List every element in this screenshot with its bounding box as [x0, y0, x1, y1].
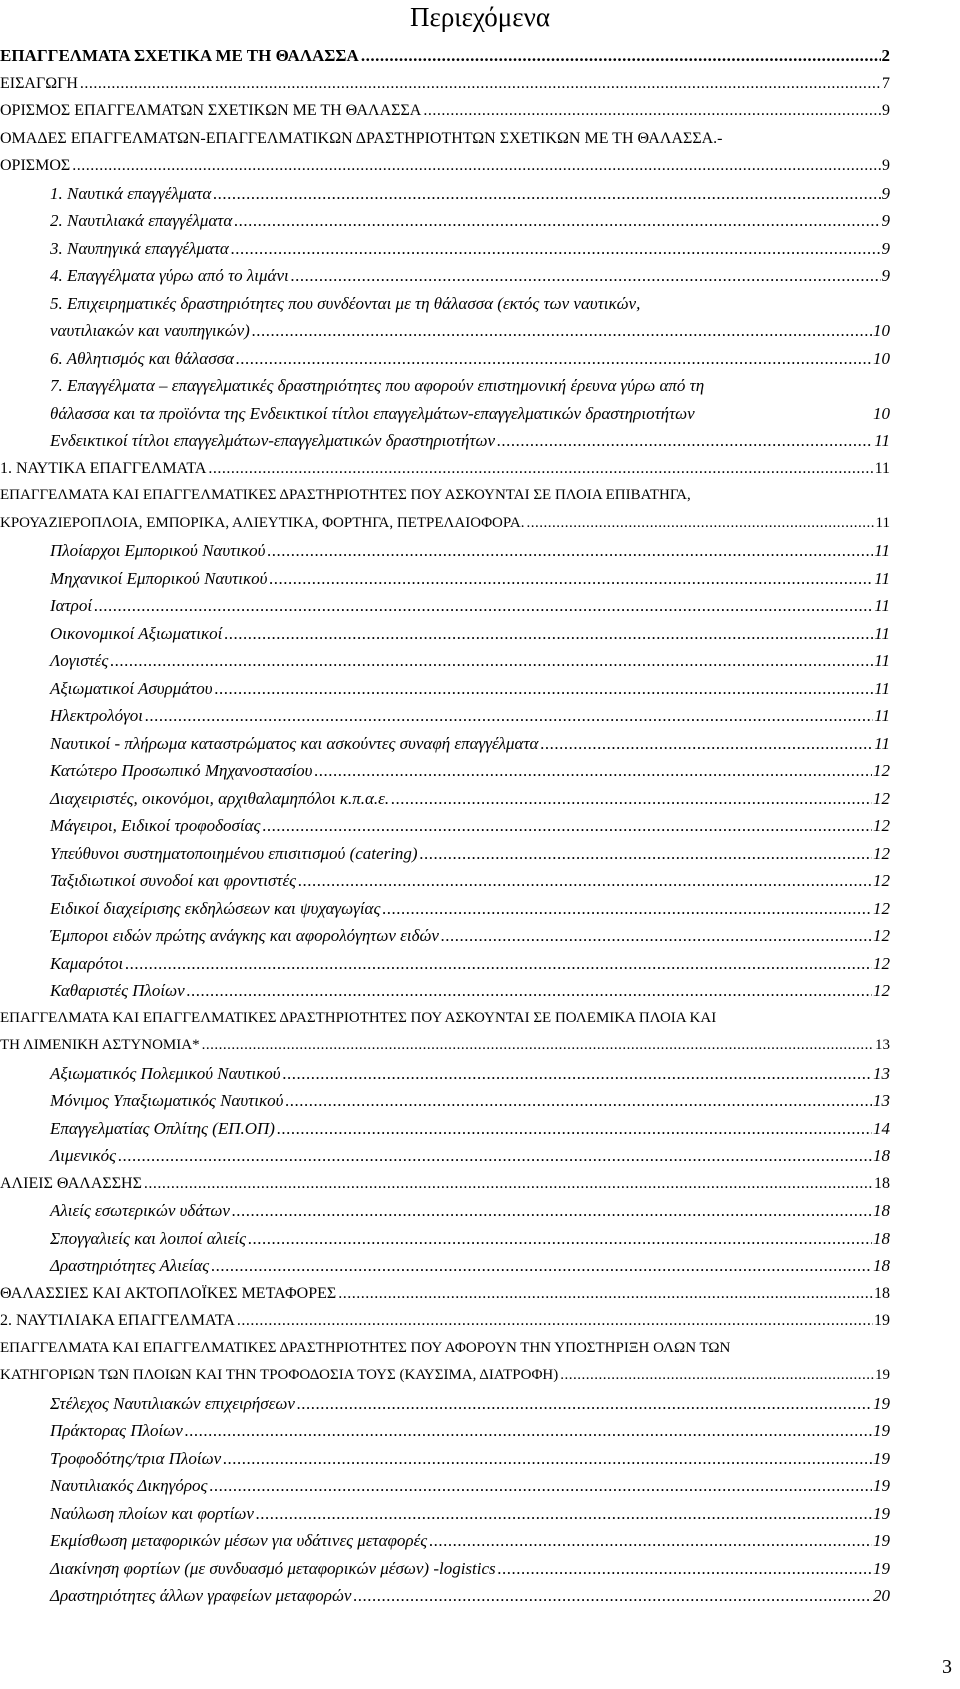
- toc-entry-page: 12: [872, 812, 890, 840]
- toc-entry-page: 12: [872, 895, 890, 923]
- toc-entry-page: 12: [872, 785, 890, 813]
- dot-leader: [208, 455, 888, 483]
- toc-entry-page: 19: [872, 1445, 890, 1473]
- toc-entry-title: ΘΑΛΑΣΣΙΕΣ ΚΑΙ ΑΚΤΟΠΛΟΪΚΕΣ ΜΕΤΑΦΟΡΕΣ: [0, 1284, 337, 1302]
- toc-entry-title: Ενδεικτικοί τίτλοι επαγγελμάτων-επαγγελματικών δραστηριοτήτων: [50, 431, 496, 450]
- toc-entry-title: ΕΠΑΓΓΕΛΜΑΤΑ ΣΧΕΤΙΚΑ ΜΕ ΤΗ ΘΑΛΑΣΣΑ: [0, 46, 359, 65]
- toc-entry[interactable]: [0, 455, 960, 483]
- toc-entry-page: 11: [873, 647, 890, 675]
- dot-leader: [391, 785, 888, 813]
- dot-leader: [236, 345, 888, 373]
- dot-leader: [353, 1582, 888, 1610]
- dot-leader: [185, 1417, 888, 1445]
- toc-entry[interactable]: [0, 207, 960, 235]
- toc-entry[interactable]: [0, 675, 960, 703]
- dot-leader: [361, 42, 888, 70]
- toc-entry-title: 1. Ναυτικά επαγγέλματα: [50, 183, 212, 203]
- dot-leader: [234, 207, 888, 235]
- toc-entry-page: 18: [872, 1197, 890, 1225]
- dot-leader: [215, 675, 888, 703]
- dot-leader: [269, 565, 888, 593]
- toc-entry[interactable]: [0, 1500, 960, 1528]
- toc-entry-title: ΑΛΙΕΙΣ ΘΑΛΑΣΣΗΣ: [0, 1174, 142, 1192]
- toc-entry-page: 19: [872, 1527, 890, 1555]
- toc-entry[interactable]: [0, 97, 960, 125]
- toc-entry-page: 12: [872, 840, 890, 868]
- dot-leader: [211, 1252, 888, 1280]
- toc-entry-page: 12: [872, 867, 890, 895]
- toc-entry-title: ΕΠΑΓΓΕΛΜΑΤΑ ΚΑΙ ΕΠΑΓΓΕΛΜΑΤΙΚΕΣ ΔΡΑΣΤΗΡΙΟΤΗΤΕΣ ΠΟΥ ΑΣΚΟΥΝΤΑΙ ΣΕ ΠΛΟΙΑ ΕΠΙΒΑΤΗΓΑ,: [0, 487, 691, 503]
- dot-leader: [248, 1225, 888, 1253]
- toc-entry-page: 10: [872, 345, 890, 373]
- toc-entry-title: Έμποροι ειδών πρώτης ανάγκης και αφορολόγητων ειδών: [50, 926, 439, 945]
- toc-entry[interactable]: [0, 180, 960, 208]
- toc-entry-title: ΟΜΑΔΕΣ ΕΠΑΓΓΕΛΜΑΤΩΝ-ΕΠΑΓΓΕΛΜΑΤΙΚΩΝ ΔΡΑΣΤΗΡΙΟΤΗΤΩΝ ΣΧΕΤΙΚΩΝ ΜΕ ΤΗ ΘΑΛΑΣΣΑ.-: [0, 129, 723, 147]
- toc-entry-title: Σπογγαλιείς και λοιποί αλιείς: [50, 1228, 247, 1248]
- dot-leader: [231, 235, 888, 263]
- toc-entry-page: 18: [873, 1170, 890, 1198]
- toc-entry[interactable]: [0, 1417, 960, 1445]
- toc-entry-page: 11: [875, 510, 890, 538]
- toc-entry-page: 11: [873, 427, 890, 455]
- toc-entry-page: 11: [873, 565, 890, 593]
- toc-entry-page: 18: [872, 1225, 890, 1253]
- toc-entry[interactable]: [0, 647, 960, 675]
- dot-leader: [252, 317, 888, 345]
- toc-entry[interactable]: [0, 372, 960, 400]
- toc-entry-title: 6. Αθλητισμός και θάλασσα: [50, 348, 234, 368]
- toc-entry-title: Διαχειριστές, οικονόμοι, αρχιθαλαμηπόλοι κ.π.α.ε.: [50, 788, 390, 808]
- toc-entry[interactable]: [0, 592, 960, 620]
- dot-leader: [285, 1087, 888, 1115]
- toc-entry[interactable]: [0, 290, 960, 318]
- toc-entry-page: 19: [874, 1362, 890, 1390]
- toc-entry[interactable]: [0, 1225, 960, 1253]
- toc-entry[interactable]: [0, 730, 960, 758]
- toc-entry-title: Δραστηριότητες άλλων γραφείων μεταφορών: [50, 1586, 352, 1605]
- dot-leader: [291, 262, 888, 290]
- dot-leader: [262, 812, 888, 840]
- toc-entry-title: Καμαρότοι: [50, 953, 124, 973]
- toc-entry-page: 9: [881, 152, 890, 180]
- toc-entry-page: 19: [873, 1307, 890, 1335]
- toc-entry-page: 12: [872, 757, 890, 785]
- toc-entry[interactable]: [0, 1445, 960, 1473]
- dot-leader: [144, 1170, 888, 1198]
- toc-entry-title: Ναύλωση πλοίων και φορτίων: [50, 1503, 254, 1523]
- dot-leader: [498, 1555, 888, 1583]
- toc-entry-page: 9: [881, 97, 890, 125]
- toc-entry-title: Μόνιμος Υπαξιωματικός Ναυτικού: [50, 1091, 284, 1110]
- toc-entry-page: 12: [872, 922, 890, 950]
- toc-entry-page: 9: [881, 207, 891, 235]
- dot-leader: [540, 730, 888, 758]
- toc-entry-title: θάλασσα και τα προϊόντα της Ενδεικτικοί τίτλοι επαγγελμάτων-επαγγελματικών δραστηριοτήτων: [50, 403, 695, 423]
- toc-entry[interactable]: [0, 1362, 960, 1390]
- toc-entry[interactable]: [0, 895, 960, 923]
- toc-entry[interactable]: [0, 510, 960, 538]
- toc-entry-page: 11: [873, 537, 890, 565]
- toc-entry-title: 2. Ναυτιλιακά επαγγέλματα: [50, 211, 233, 230]
- toc-entry[interactable]: [0, 1582, 960, 1610]
- toc-entry-page: 9: [881, 262, 891, 290]
- toc-entry[interactable]: [0, 1142, 960, 1170]
- page-number: 3: [942, 1656, 952, 1678]
- toc-entry[interactable]: [0, 317, 960, 345]
- dot-leader: [277, 1115, 888, 1143]
- dot-leader: [223, 1445, 888, 1473]
- dot-leader: [202, 1032, 888, 1060]
- toc-entry-page: 13: [872, 1060, 890, 1088]
- toc-entry-page: 13: [872, 1087, 890, 1115]
- dot-leader: [314, 757, 888, 785]
- toc-entry-title: Κατώτερο Προσωπικό Μηχανοστασίου: [50, 761, 313, 780]
- toc-entry-page: 14: [872, 1115, 890, 1143]
- toc-entry-page: 9: [881, 235, 891, 263]
- dot-leader: [213, 180, 888, 208]
- toc-entry-page: 18: [873, 1280, 890, 1308]
- toc-entry-title: Ειδικοί διαχείρισης εκδηλώσεων και ψυχαγωγίας: [50, 898, 381, 918]
- toc-entry-title: Πλοίαρχοι Εμπορικού Ναυτικού: [50, 541, 266, 560]
- toc-entry[interactable]: [0, 1005, 960, 1033]
- toc-entry[interactable]: [0, 1472, 960, 1500]
- toc-entry-page: 12: [872, 977, 890, 1005]
- toc-entry[interactable]: [0, 345, 960, 373]
- dot-leader: [267, 537, 888, 565]
- dot-leader: [256, 1500, 888, 1528]
- toc-entry[interactable]: [0, 702, 960, 730]
- toc-entry-title: ΕΠΑΓΓΕΛΜΑΤΑ ΚΑΙ ΕΠΑΓΓΕΛΜΑΤΙΚΕΣ ΔΡΑΣΤΗΡΙΟΤΗΤΕΣ ΠΟΥ ΑΦΟΡΟΥΝ ΤΗΝ ΥΠΟΣΤΗΡΙΞΗ ΟΛΩΝ ΤΩΝ: [0, 1339, 731, 1356]
- dot-leader: [94, 592, 888, 620]
- toc-entry-title: ΚΑΤΗΓΟΡΙΩΝ ΤΩΝ ΠΛΟΙΩΝ ΚΑΙ ΤΗΝ ΤΡΟΦΟΔΟΣΙΑ ΤΟΥΣ (ΚΑΥΣΙΜΑ, ΔΙΑΤΡΟΦΗ): [0, 1367, 559, 1383]
- toc-entry-page: 7: [881, 70, 890, 98]
- dot-leader: [187, 977, 888, 1005]
- toc-entry-title: Διακίνηση φορτίων (με συνδυασμό μεταφορικών μέσων) -logistics: [50, 1558, 496, 1578]
- dot-leader: [338, 1280, 888, 1308]
- toc-entry-title: Αξιωματικός Πολεμικού Ναυτικού: [50, 1063, 281, 1083]
- toc-entry-title: Στέλεχος Ναυτιλιακών επιχειρήσεων: [50, 1393, 295, 1413]
- toc-entry-page: 9: [881, 180, 891, 208]
- toc-entry-page: 19: [872, 1555, 890, 1583]
- toc-entry-page: 19: [872, 1472, 890, 1500]
- toc-entry-page: 10: [872, 400, 890, 428]
- dot-leader: [237, 1307, 888, 1335]
- dot-leader: [298, 867, 888, 895]
- toc-entry-title: Ναυτικοί - πλήρωμα καταστρώματος και ασκούντες συναφή επαγγέλματα: [50, 733, 539, 753]
- toc-entry-page: 19: [872, 1390, 890, 1418]
- toc-entry[interactable]: [0, 867, 960, 895]
- toc-entry-title: Αξιωματικοί Ασυρμάτου: [50, 678, 213, 698]
- dot-leader: [72, 152, 888, 180]
- toc-entry-title: Εκμίσθωση μεταφορικών μέσων για υδάτινες μεταφορές: [50, 1531, 428, 1550]
- toc-entry-page: 11: [873, 675, 890, 703]
- dot-leader: [420, 840, 888, 868]
- toc-entry[interactable]: [0, 125, 960, 153]
- toc-entry-title: Δραστηριότητες Αλιείας: [50, 1256, 210, 1275]
- toc-entry[interactable]: [0, 1087, 960, 1115]
- toc-entry-title: Ηλεκτρολόγοι: [50, 706, 144, 725]
- toc-entry[interactable]: [0, 812, 960, 840]
- toc-entry[interactable]: [0, 1032, 960, 1060]
- dot-leader: [209, 1472, 888, 1500]
- toc-entry[interactable]: [0, 1115, 960, 1143]
- dot-leader: [125, 950, 888, 978]
- toc-entry-page: 11: [873, 702, 890, 730]
- dot-leader: [110, 647, 888, 675]
- toc-entry-title: Μηχανικοί Εμπορικού Ναυτικού: [50, 568, 268, 588]
- toc-entry-title: ΕΙΣΑΓΩΓΗ: [0, 74, 78, 92]
- toc-entry-title: 7. Επαγγέλματα – επαγγελματικές δραστηριότητες που αφορούν επιστημονική έρευνα γύρω από τη: [50, 376, 705, 395]
- toc-entry[interactable]: [0, 1197, 960, 1225]
- toc-entry-title: Καθαριστές Πλοίων: [50, 981, 185, 1000]
- toc-entry[interactable]: [0, 1252, 960, 1280]
- toc-entry-title: 3. Ναυπηγικά επαγγέλματα: [50, 238, 229, 258]
- dot-leader: [441, 922, 888, 950]
- toc-entry-title: Τροφοδότης/τρια Πλοίων: [50, 1448, 222, 1468]
- toc-entry[interactable]: [0, 1060, 960, 1088]
- toc-entry-page: 13: [874, 1032, 890, 1060]
- dot-leader: [423, 97, 888, 125]
- toc-entry-title: ΟΡΙΣΜΟΣ ΕΠΑΓΓΕΛΜΑΤΩΝ ΣΧΕΤΙΚΩΝ ΜΕ ΤΗ ΘΑΛΑΣΣΑ: [0, 102, 422, 119]
- dot-leader: [382, 895, 888, 923]
- dot-leader: [526, 510, 888, 538]
- toc-entry[interactable]: [0, 70, 960, 98]
- toc-entry-title: Λιμενικός: [50, 1146, 117, 1165]
- toc-entry[interactable]: [0, 1555, 960, 1583]
- page-title: Περιεχόμενα: [410, 2, 550, 32]
- toc-entry-title: Ναυτιλιακός Δικηγόρος: [50, 1476, 208, 1495]
- toc-entry[interactable]: [0, 785, 960, 813]
- toc-entry-page: 11: [873, 592, 890, 620]
- toc-entry[interactable]: [0, 1390, 960, 1418]
- toc-entry-page: 11: [874, 455, 890, 483]
- toc-entry[interactable]: [0, 922, 960, 950]
- dot-leader: [283, 1060, 888, 1088]
- toc-entry[interactable]: [0, 152, 960, 180]
- toc-entry[interactable]: [0, 1527, 960, 1555]
- toc-entry-title: Μάγειροι, Ειδικοί τροφοδοσίας: [50, 816, 261, 835]
- toc-entry-page: 11: [873, 730, 890, 758]
- toc-entry[interactable]: [0, 977, 960, 1005]
- dot-leader: [118, 1142, 888, 1170]
- toc-entry-title: 2. ΝΑΥΤΙΛΙΑΚΑ ΕΠΑΓΓΕΛΜΑΤΑ: [0, 1312, 235, 1329]
- toc-entry[interactable]: [0, 427, 960, 455]
- toc-entry-page: 11: [873, 620, 890, 648]
- toc-entry[interactable]: [0, 482, 960, 510]
- toc-entry[interactable]: [0, 950, 960, 978]
- toc-entry[interactable]: [0, 757, 960, 785]
- toc-entry-page: 10: [872, 317, 890, 345]
- dot-leader: [560, 1362, 888, 1390]
- toc-entry-title: ναυτιλιακών και ναυπηγικών): [50, 321, 250, 340]
- dot-leader: [232, 1197, 888, 1225]
- dot-leader: [80, 70, 888, 98]
- toc-entry[interactable]: [0, 262, 960, 290]
- toc-entry-title: ΤΗ ΛΙΜΕΝΙΚΗ ΑΣΤΥΝΟΜΙΑ*: [0, 1037, 200, 1053]
- toc-entry[interactable]: [0, 1280, 960, 1308]
- toc-entry-title: 5. Επιχειρηματικές δραστηριότητες που συνδέονται με τη θάλασσα (εκτός των ναυτικών,: [50, 293, 641, 313]
- toc-entry[interactable]: [0, 1170, 960, 1198]
- toc-entry-title: ΚΡΟΥΑΖΙΕΡΟΠΛΟΙΑ, ΕΜΠΟΡΙΚΑ, ΑΛΙΕΥΤΙΚΑ, ΦΟΡΤΗΓΑ, ΠΕΤΡΕΛΑΙΟΦΟΡΑ.: [0, 514, 525, 531]
- toc-entry-title: ΕΠΑΓΓΕΛΜΑΤΑ ΚΑΙ ΕΠΑΓΓΕΛΜΑΤΙΚΕΣ ΔΡΑΣΤΗΡΙΟΤΗΤΕΣ ΠΟΥ ΑΣΚΟΥΝΤΑΙ ΣΕ ΠΟΛΕΜΙΚΑ ΠΛΟΙΑ ΚΑΙ: [0, 1009, 717, 1026]
- toc-entry[interactable]: [0, 42, 960, 70]
- toc-entry-title: 1. ΝΑΥΤΙΚΑ ΕΠΑΓΓΕΛΜΑΤΑ: [0, 459, 207, 477]
- dot-leader: [297, 1390, 888, 1418]
- toc-entry-title: ΟΡΙΣΜΟΣ: [0, 157, 71, 174]
- toc-entry[interactable]: [0, 565, 960, 593]
- toc-entry-page: 18: [872, 1252, 890, 1280]
- toc-entry[interactable]: [0, 1307, 960, 1335]
- toc-entry-title: Ιατροί: [50, 596, 93, 615]
- toc-entry[interactable]: [0, 620, 960, 648]
- dot-leader: [145, 702, 888, 730]
- toc-entry[interactable]: [0, 840, 960, 868]
- toc-entry-page: 20: [872, 1582, 890, 1610]
- toc-entry[interactable]: [0, 235, 960, 263]
- toc-entry[interactable]: [0, 1335, 960, 1363]
- dot-leader: [429, 1527, 888, 1555]
- toc-entry-page: 18: [872, 1142, 890, 1170]
- toc-entry-title: Πράκτορας Πλοίων: [50, 1421, 183, 1440]
- toc-entry-title: Λογιστές: [50, 651, 109, 670]
- toc-entry-title: Επαγγελματίας Οπλίτης (ΕΠ.ΟΠ): [50, 1118, 275, 1138]
- toc-entry-title: Υπεύθυνοι συστηματοποιημένου επισιτισμού (catering): [50, 843, 418, 863]
- dot-leader: [497, 427, 888, 455]
- toc-entry-title: Ταξιδιωτικοί συνοδοί και φροντιστές: [50, 871, 297, 890]
- toc-entry-title: Αλιείς εσωτερικών υδάτων: [50, 1201, 230, 1220]
- toc-entry-page: 2: [881, 42, 891, 70]
- toc-entry-title: Οικονομικοί Αξιωματικοί: [50, 623, 223, 643]
- toc-entry[interactable]: [0, 537, 960, 565]
- table-of-contents: [0, 42, 960, 1610]
- toc-entry[interactable]: [0, 400, 960, 428]
- toc-entry-page: 19: [872, 1417, 890, 1445]
- dot-leader: [224, 620, 888, 648]
- toc-entry-page: 12: [872, 950, 890, 978]
- toc-entry-page: 19: [872, 1500, 890, 1528]
- toc-entry-title: 4. Επαγγέλματα γύρω από το λιμάνι: [50, 266, 289, 285]
